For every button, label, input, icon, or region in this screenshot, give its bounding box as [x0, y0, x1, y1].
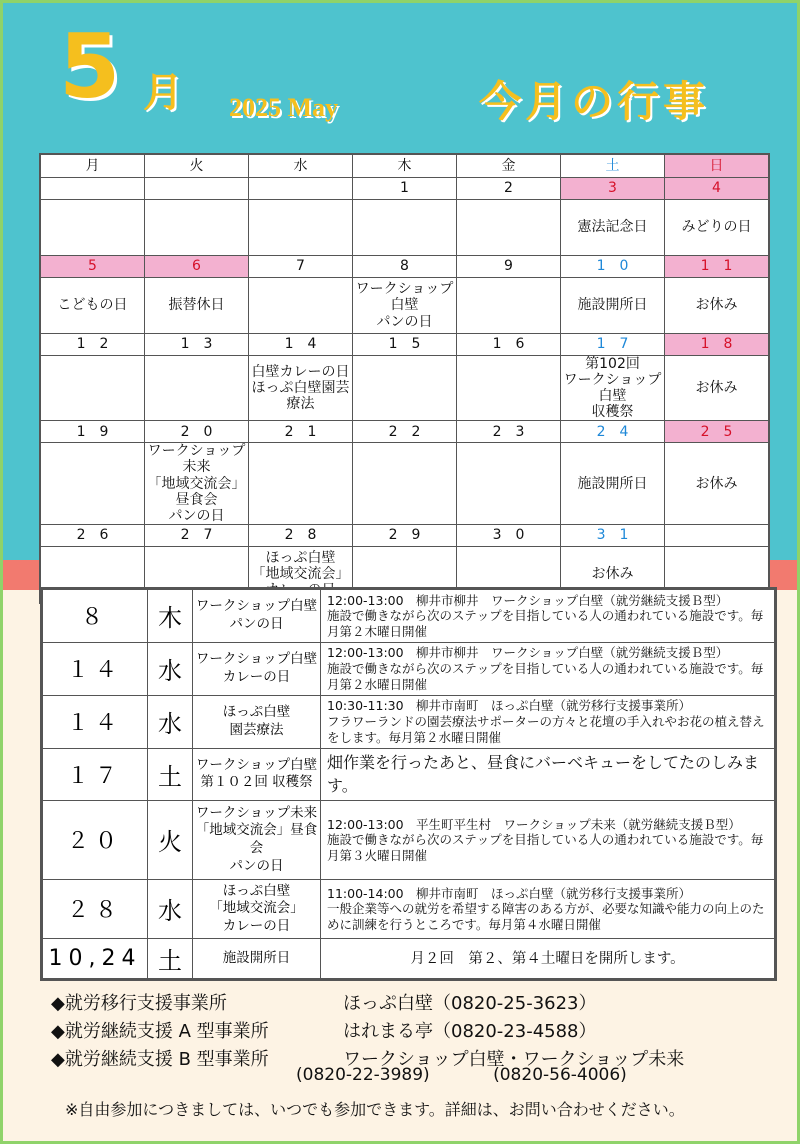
detail-description: 11:00-14:00 柳井市南町 ほっぷ白壁（就労移行支援事業所） 一般企業等への就労を希望する障害のある方が、必要な知識や能力の向上のために訓練を行うところです。毎月第４水曜日開催	[321, 879, 775, 938]
event-cell	[457, 278, 561, 334]
date-cell-sunday: 25	[665, 421, 770, 443]
weekday-tue: 火	[145, 154, 249, 178]
contact-label: ◆就労移行支援事業所	[51, 993, 227, 1014]
date-cell: 2	[457, 178, 561, 200]
year-label: 2025 May	[229, 93, 339, 122]
date-cell: 27	[145, 524, 249, 546]
detail-weekday: 火	[148, 801, 193, 880]
detail-weekday: 土	[148, 748, 193, 800]
date-cell-holiday: 6	[145, 256, 249, 278]
detail-date: １７	[43, 748, 148, 800]
contact-phones	[296, 1065, 685, 1085]
date-cell: 15	[353, 334, 457, 356]
date-cell: 28	[249, 524, 353, 546]
weekday-fri: 金	[457, 154, 561, 178]
weekday-mon: 月	[40, 154, 145, 178]
date-cell	[665, 524, 770, 546]
phone-shirakabe: (0820-22-3989)	[296, 1065, 430, 1085]
event-cell	[249, 278, 353, 334]
event-cell-holiday: 振替休日	[145, 278, 249, 334]
date-cell: 26	[40, 524, 145, 546]
detail-row	[43, 879, 775, 938]
detail-event-name: ワークショップ白壁 パンの日	[193, 590, 321, 643]
date-cell: 7	[249, 256, 353, 278]
date-cell	[40, 178, 145, 200]
date-cell-saturday: 31	[561, 524, 665, 546]
date-cell-saturday: 24	[561, 421, 665, 443]
event-cell	[40, 443, 145, 524]
detail-description: 10:30-11:30 柳井市南町 ほっぷ白壁（就労移行支援事業所） フラワーランドの園芸療法サポーターの方々と花壇の手入れやお花の植え替えをします。毎月第２水曜日開催	[321, 695, 775, 748]
date-cell	[249, 178, 353, 200]
week-3-events	[40, 356, 769, 421]
event-cell	[249, 443, 353, 524]
event-cell	[249, 200, 353, 256]
event-cell	[457, 200, 561, 256]
event-cell	[145, 356, 249, 421]
date-cell-holiday: 5	[40, 256, 145, 278]
detail-weekday: 水	[148, 642, 193, 695]
week-1-events	[40, 200, 769, 256]
date-cell: 29	[353, 524, 457, 546]
month-kanji: 月	[143, 70, 183, 116]
event-cell-closed: お休み	[561, 546, 665, 603]
event-cell	[40, 356, 145, 421]
date-cell: 30	[457, 524, 561, 546]
date-cell: 16	[457, 334, 561, 356]
detail-date: 10,24	[43, 939, 148, 979]
contact-info: ワークショップ白壁・ワークショップ未来	[343, 1049, 685, 1070]
event-cell-closed: お休み	[665, 356, 770, 421]
detail-description: 月２回 第２、第４土曜日を開所します。	[321, 939, 775, 979]
event-cell	[457, 443, 561, 524]
weekday-wed: 水	[249, 154, 353, 178]
event-cell-holiday: 憲法記念日	[561, 200, 665, 256]
page-title: 今月の行事	[479, 77, 710, 126]
event-cell: ワークショップ白壁 パンの日	[353, 278, 457, 334]
date-cell-saturday: 17	[561, 334, 665, 356]
detail-weekday: 木	[148, 590, 193, 643]
week-5-dates	[40, 524, 769, 546]
detail-weekday: 水	[148, 879, 193, 938]
detail-event-name: ほっぷ白壁 園芸療法	[193, 695, 321, 748]
date-cell: 8	[353, 256, 457, 278]
detail-date: ２０	[43, 801, 148, 880]
event-cell: 施設開所日	[561, 443, 665, 524]
weekday-sat: 土	[561, 154, 665, 178]
event-cell	[457, 356, 561, 421]
date-cell: 22	[353, 421, 457, 443]
weekday-thu: 木	[353, 154, 457, 178]
detail-event-name: ワークショップ白壁 第１０２回 収穫祭	[193, 748, 321, 800]
date-cell: 12	[40, 334, 145, 356]
date-cell: 19	[40, 421, 145, 443]
detail-event-name: 施設開所日	[193, 939, 321, 979]
contact-label: ◆就労継続支援 B 型事業所	[51, 1049, 269, 1070]
event-cell: 施設開所日	[561, 278, 665, 334]
event-cell-holiday: こどもの日	[40, 278, 145, 334]
date-cell-holiday: 3	[561, 178, 665, 200]
event-details-table	[40, 587, 777, 981]
detail-date: ８	[43, 590, 148, 643]
detail-weekday: 水	[148, 695, 193, 748]
detail-description: 12:00-13:00 平生町平生村 ワークショップ未来（就労継続支援Ｂ型） 施設で働きながら次のステップを目指している人の通われている施設です。毎月第３火曜日開催	[321, 801, 775, 880]
detail-row	[43, 590, 775, 643]
date-cell	[145, 178, 249, 200]
event-cell	[353, 200, 457, 256]
event-cell	[353, 443, 457, 524]
detail-row	[43, 642, 775, 695]
event-cell: ほっぷ白壁 「地域交流会」	[249, 546, 353, 603]
date-cell: 13	[145, 334, 249, 356]
event-cell	[353, 356, 457, 421]
date-cell-holiday: 4	[665, 178, 770, 200]
event-cell: 白壁カレーの日 ほっぷ白壁園芸療法	[249, 356, 353, 421]
event-cell-holiday: みどりの日	[665, 200, 770, 256]
weekday-header-row	[40, 154, 769, 178]
detail-description: 12:00-13:00 柳井市柳井 ワークショップ白壁（就労継続支援Ｂ型） 施設で働きながら次のステップを目指している人の通われている施設です。毎月第２水曜日開催	[321, 642, 775, 695]
detail-event-name: ワークショップ未来 「地域交流会」昼食会 パンの日	[193, 801, 321, 880]
month-number: 5	[59, 15, 121, 118]
week-3-dates	[40, 334, 769, 356]
footer-note: ※自由参加につきましては、いつでも参加できます。詳細は、お問い合わせください。	[65, 1100, 685, 1119]
event-cell	[145, 200, 249, 256]
contact-info: ほっぷ白壁（0820-25-3623）	[343, 993, 597, 1014]
date-cell: 1	[353, 178, 457, 200]
event-cell: ワークショップ未来 「地域交流会」昼食会 パンの日	[145, 443, 249, 524]
contact-info: はれまる亭（0820-23-4588）	[343, 1021, 597, 1042]
date-cell: 23	[457, 421, 561, 443]
date-cell-sunday: 18	[665, 334, 770, 356]
week-2-dates	[40, 256, 769, 278]
week-4-events	[40, 443, 769, 524]
week-2-events	[40, 278, 769, 334]
date-cell: 21	[249, 421, 353, 443]
event-cell-closed: お休み	[665, 278, 770, 334]
contact-label: ◆就労継続支援 A 型事業所	[51, 1021, 269, 1042]
event-cell: 第102回 ワークショップ白壁 収穫祭	[561, 356, 665, 421]
date-cell: 9	[457, 256, 561, 278]
detail-weekday: 土	[148, 939, 193, 979]
calendar-grid	[39, 153, 770, 604]
weekday-sun: 日	[665, 154, 770, 178]
date-cell: 14	[249, 334, 353, 356]
phone-mirai: (0820-56-4006)	[493, 1065, 627, 1085]
week-4-dates	[40, 421, 769, 443]
detail-event-name: ほっぷ白壁 「地域交流会」 カレーの日	[193, 879, 321, 938]
detail-date: １４	[43, 695, 148, 748]
week-1-dates	[40, 178, 769, 200]
detail-date: １４	[43, 642, 148, 695]
detail-date: ２８	[43, 879, 148, 938]
detail-description: 畑作業を行ったあと、昼食にバーベキューをしてたのしみます。	[321, 748, 775, 800]
detail-event-name: ワークショップ白壁 カレーの日	[193, 642, 321, 695]
detail-row	[43, 939, 775, 979]
event-cell	[40, 200, 145, 256]
date-cell-sunday: 11	[665, 256, 770, 278]
event-cell-closed: お休み	[665, 443, 770, 524]
detail-row	[43, 801, 775, 880]
detail-row	[43, 695, 775, 748]
date-cell-saturday: 10	[561, 256, 665, 278]
detail-description: 12:00-13:00 柳井市柳井 ワークショップ白壁（就労継続支援Ｂ型） 施設で働きながら次のステップを目指している人の通われている施設です。毎月第２木曜日開催	[321, 590, 775, 643]
detail-row	[43, 748, 775, 800]
date-cell: 20	[145, 421, 249, 443]
